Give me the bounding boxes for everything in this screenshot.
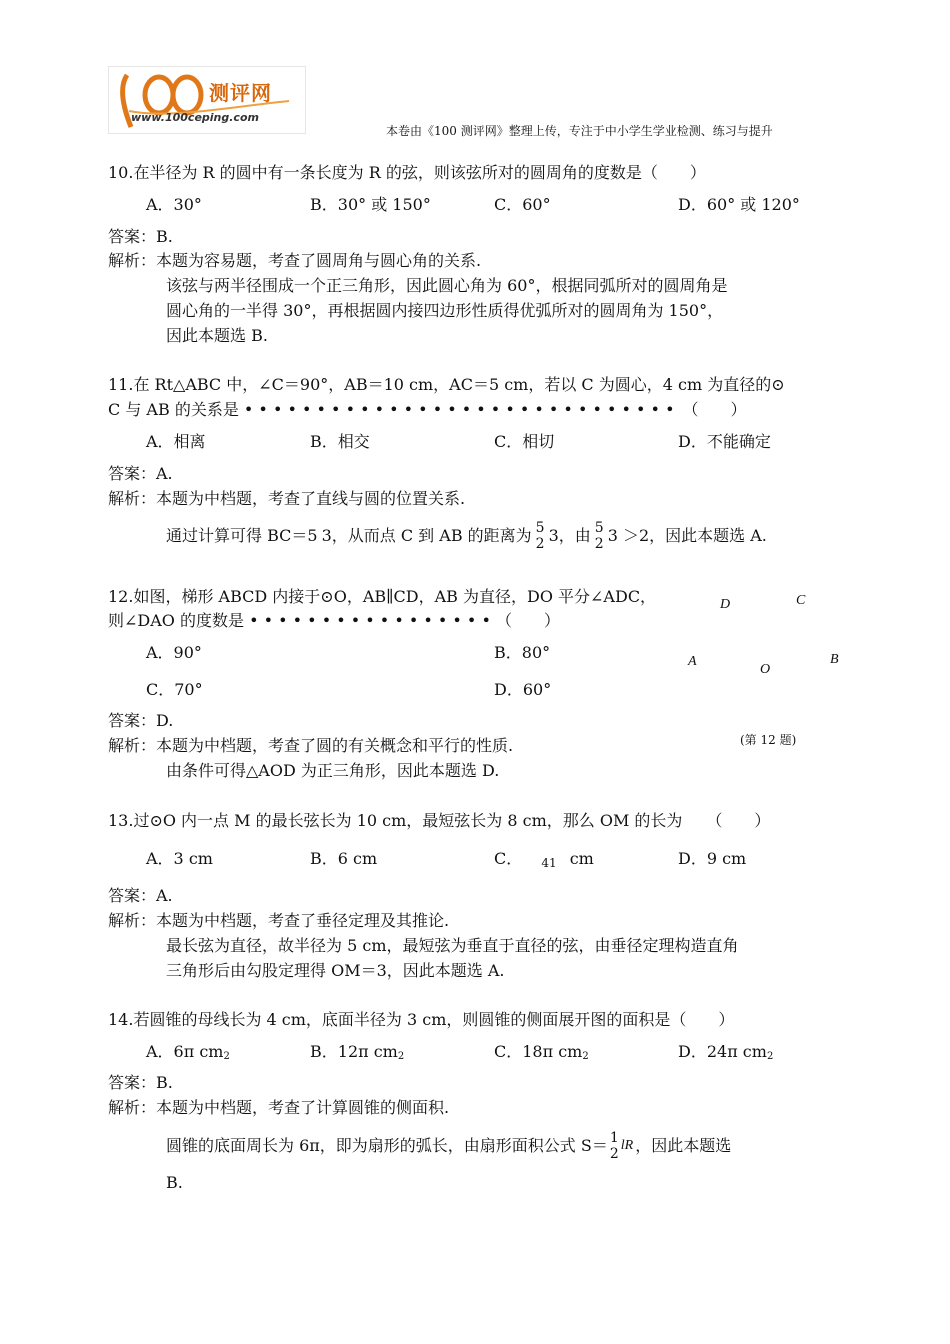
figure-label-c: C [796,593,806,608]
q13-option-d: D．9 cm [678,849,747,868]
q13-option-a: A．3 cm [146,849,213,868]
q10-analysis: 解析：本题为容易题，考查了圆周角与圆心角的关系. [108,251,482,270]
q11-option-a: A．相离 [146,432,206,451]
q12-line: 由条件可得△AOD 为正三角形，因此本题选 D. [166,761,500,780]
q14-option-c: C．18π $cm_2$ [494,1042,589,1062]
q10-stem: 10.在半径为 R 的圆中有一条长度为 R 的弦，则该弦所对的圆周角的度数是（ ） [108,163,706,182]
q10-option-a: A．30° [146,195,202,214]
q14-answer: 答案：B. [108,1073,173,1092]
q11-calc-b: 3，从而点 C 到 AB 的距离为 [321,526,532,545]
q11-fraction-1: 5 2 [535,520,545,552]
q12-analysis: 解析：本题为中档题，考查了圆的有关概念和平行的性质. [108,736,514,755]
q14-line-a: 圆锥的底面周长为 6π，即为扇形的弧长，由扇形面积公式 S＝ [166,1136,608,1155]
q13-option-b: B．6 cm [310,849,378,868]
q12-option-a: A．90° [146,643,202,662]
q10-option-b: B．30° 或 150° [310,195,431,214]
q14-analysis: 解析：本题为中档题，考查了计算圆锥的侧面积. [108,1098,450,1117]
q11-calc-d: 3 ＞2，因此本题选 A. [607,526,767,545]
logo-brand: 测评网 [209,81,272,105]
figure-label-a: A [688,654,697,669]
q10-option-d: D．60° 或 120° [678,195,800,214]
q12-option-b: B．80° [494,643,551,662]
q12-stem-2: 则∠DAO 的度数是 • • • • • • • • • • • • • • • • • （ ） [108,611,560,630]
q14-formula-var: lR [620,1138,634,1153]
logo-url: www.100ceping.com [131,111,259,124]
q11-option-d: D．不能确定 [678,432,771,451]
q11-analysis: 解析：本题为中档题，考查了直线与圆的位置关系. [108,489,466,508]
q13-option-c-unit: cm [569,849,594,868]
q13-analysis: 解析：本题为中档题，考查了垂径定理及其推论. [108,911,450,930]
q11-option-b: B．相交 [310,432,370,451]
figure-label-o: O [760,662,771,677]
q14-line-c: B. [166,1173,183,1192]
q13-stem: 13.过⊙O 内一点 M 的最长弦长为 10 cm，最短弦长为 8 cm，那么 OM 的长为 （ ） [108,811,771,830]
q11-stem-2: C 与 AB 的关系是 • • • • • • • • • • • • • • • • • • • • • • • • • • • • • • （ ） [108,400,747,419]
figure-caption: (第 12 题) [740,733,797,747]
q14-stem: 14.若圆锥的母线长为 4 cm，底面半径为 3 cm，则圆锥的侧面展开图的面积是（ ） [108,1010,735,1029]
q10-line-3: 因此本题选 B. [166,326,268,345]
q11-calc-c: 3，由 [548,526,591,545]
q14-option-d: D．24π $cm_2$ [678,1042,774,1062]
q14-line-b: ，因此本题选 [635,1136,732,1155]
q10-answer: 答案：B. [108,227,173,246]
q12-option-c: C．70° [146,680,203,699]
q13-line-2: 三角形后由勾股定理得 OM＝3，因此本题选 A. [166,961,505,980]
q11-fraction-2: 5 2 [594,520,604,552]
q12-option-d: D．60° [494,680,552,699]
q10-line-1: 该弦与两半径围成一个正三角形，因此圆心角为 60°，根据同弧所对的圆周角是 [166,276,728,295]
q10-line-2: 圆心角的一半得 30°，再根据圆内接四边形性质得优弧所对的圆周角为 150°， [166,301,724,320]
logo [108,66,306,134]
q13-option-c: C． 41 cm [494,849,594,873]
q11-stem-1: 11.在 Rt△ABC 中，∠C＝90°，AB＝10 cm，AC＝5 cm，若以 C 为圆心，4 cm 为直径的⊙ [108,375,785,394]
q13-line-1: 最长弦为直径，故半径为 5 cm，最短弦为垂直于直径的弦，由垂径定理构造直角 [166,936,739,955]
q12-answer: 答案：D. [108,711,174,730]
figure-label-d: D [720,597,731,612]
q13-option-c-value: 41 [541,856,557,870]
header-tagline: 本卷由《100 测评网》整理上传，专注于中小学生学业检测、练习与提升 [386,124,773,138]
q11-calc-line [166,520,767,552]
q13-answer: 答案：A. [108,886,173,905]
q11-answer: 答案：A. [108,464,173,483]
q12-stem-1: 12.如图，梯形 ABCD 内接于⊙O，AB∥CD，AB 为直径，DO 平分∠ADC， [108,587,657,606]
q14-fraction: 1 2 [609,1130,619,1162]
q11-option-c: C．相切 [494,432,555,451]
q14-option-a: A．6π $cm_2$ [146,1042,230,1062]
q14-option-b: B．12π $cm_2$ [310,1042,405,1062]
q14-formula-line [166,1130,731,1162]
q10-option-c: C．60° [494,195,551,214]
q11-calc-a: 通过计算可得 BC＝5 [166,526,318,545]
figure-label-b: B [830,652,839,667]
